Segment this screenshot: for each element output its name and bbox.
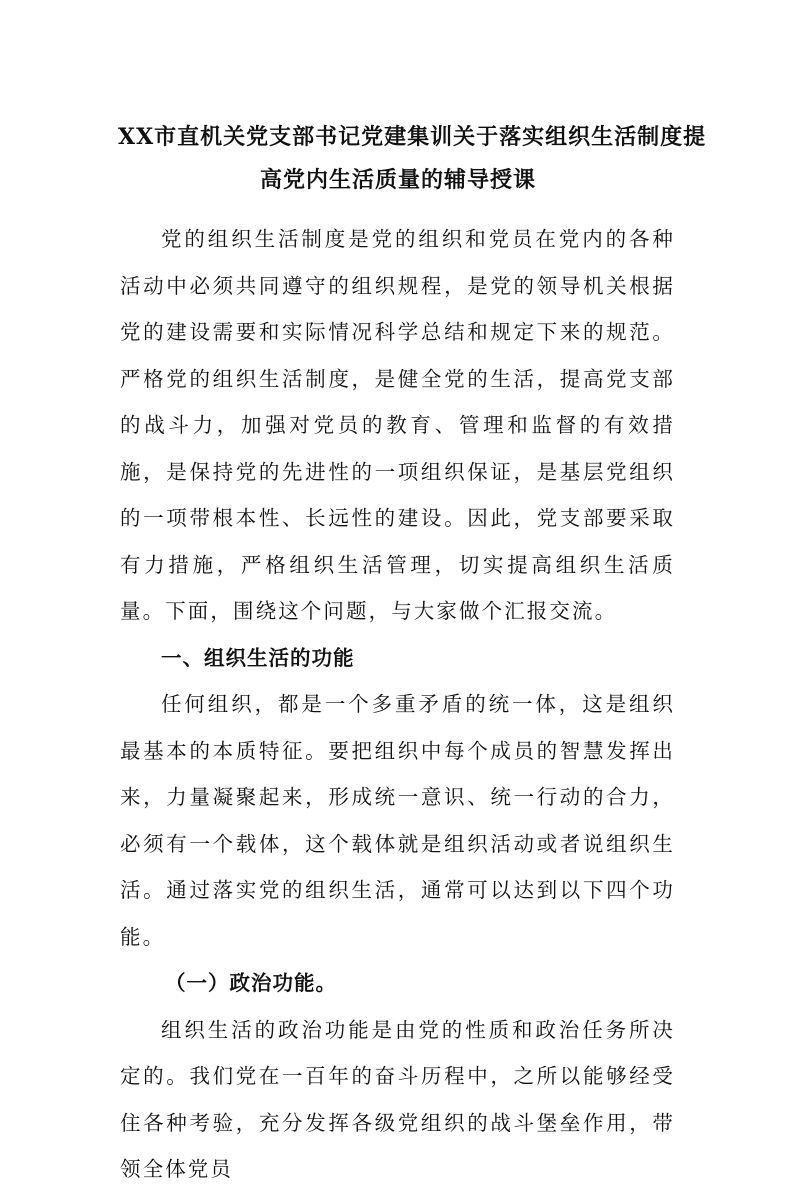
document-title-line-2: 高党内生活质量的辅导授课 <box>259 167 536 193</box>
political-function-paragraph: 组织生活的政治功能是由党的性质和政治任务所决定的。我们党在一百年的奋斗历程中，之所以能够经受住各种考验，充分发挥各级党组织的战斗堡垒作用，带领全体党员 <box>120 1017 675 1181</box>
functions-paragraph: 任何组织，都是一个多重矛盾的统一体，这是组织最基本的本质特征。要把组织中每个成员的智慧发挥出来，力量凝聚起来，形成统一意识、统一行动的合力，必须有一个载体，这个载体就是组织活动或者说组织生活。通过落实党的组织生活，通常可以达到以下四个功能。 <box>120 692 675 949</box>
intro-paragraph: 党的组织生活制度是党的组织和党员在党内的各种活动中必须共同遵守的组织规程，是党的领导机关根据党的建设需要和实际情况科学总结和规定下来的规范。严格党的组织生活制度，是健全党的生活，提高党支部的战斗力，加强对党员的教育、管理和监督的有效措施，是保持党的先进性的一项组织保证，是基层党组织的一项带根本性、长远性的建设。因此，党支部要采取有力措施，严格组织生活管理，切实提高组织生活质量。下面，围绕这个问题，与大家做个汇报交流。 <box>120 227 675 623</box>
section-heading-functions: 一、组织生活的功能 <box>161 645 355 670</box>
document-body <box>120 216 675 1193</box>
document-title-line-1: XX市直机关党支部书记党建集训关于落实组织生活制度提 <box>118 124 707 150</box>
subsection-heading-political: （一）政治功能。 <box>165 971 337 995</box>
